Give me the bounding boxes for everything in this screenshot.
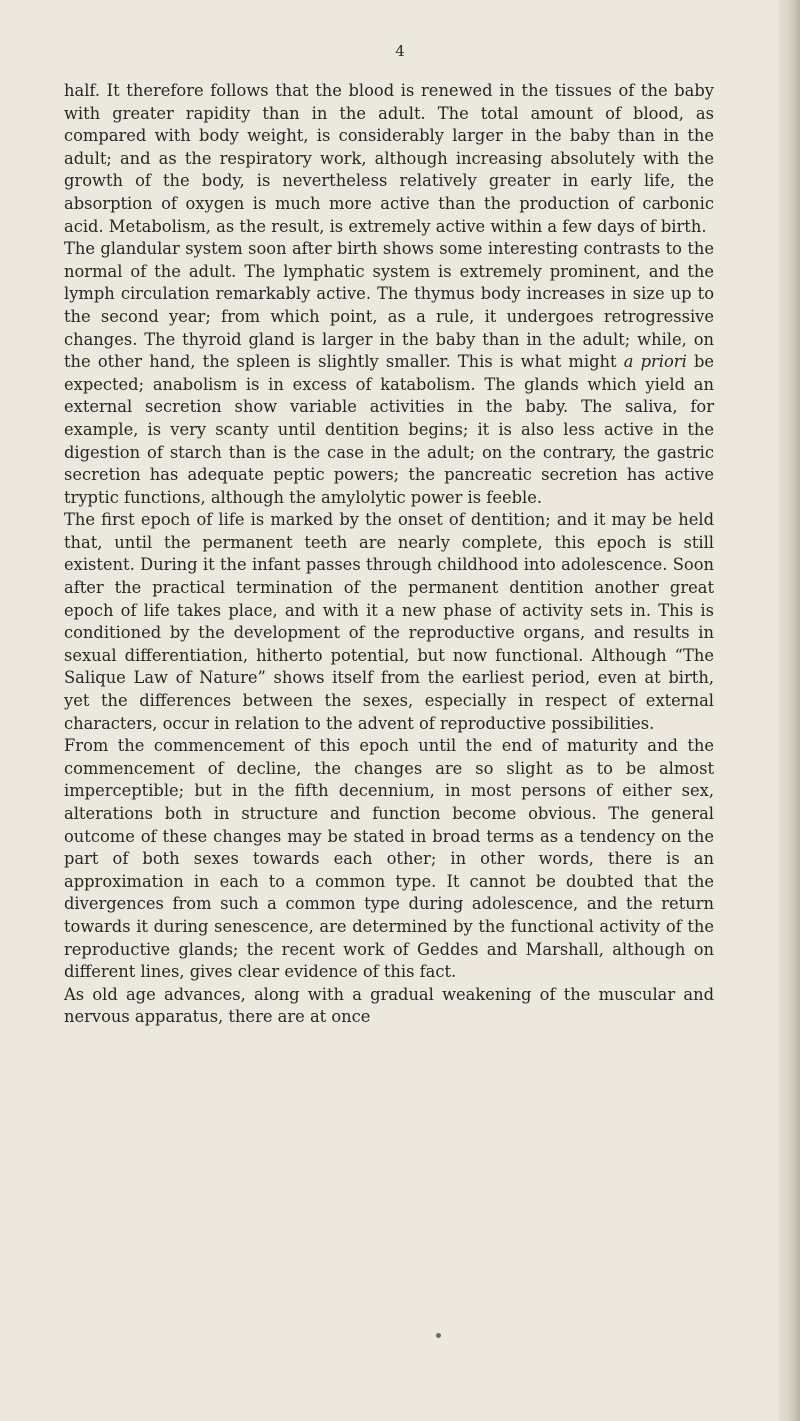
paragraph-1-text: half. It therefore follows that the blood is renewed in the tissues of the baby with greater rapidity than in the adult. The total amount of blood, as compared with body weight, is considerably larger in the baby than in the adult; and as the respiratory work, although increasing absolutely with the growth of the body, is nevertheless relatively greater in early life, the absorption of oxygen is much more active than the production of carbonic acid. Metabolism, as the result, is extremely active within a few days of birth. — [64, 81, 714, 236]
body-text — [64, 80, 714, 1029]
paragraph-3 — [64, 509, 714, 735]
paragraph-2-italic-phrase: a priori — [623, 352, 687, 372]
paragraph-3-text: The first epoch of life is marked by the onset of dentition; and it may be held that, until the permanent teeth are nearly complete, this epoch is still existent. During it the infant passes through childhood into adolescence. Soon after the practical termination of the permanent dentition another great epoch of life takes place, and with it a new phase of activity sets in. This is conditioned by the development of the reproductive organs, and results in sexual differentiation, hitherto potential, but now functional. Although “The Salique Law of Nature” shows itself from the earliest period, even at birth, yet the differences between the sexes, especially in respect of external characters, occur in relation to the advent of reproductive possibilities. — [64, 510, 714, 733]
paragraph-4 — [64, 735, 714, 984]
paragraph-2 — [64, 238, 714, 509]
page-number: 4 — [395, 42, 405, 60]
paragraph-1 — [64, 80, 714, 238]
ink-speck — [436, 1333, 441, 1338]
paragraph-2-text-start: The glandular system soon after birth shows some interesting contrasts to the normal of the adult. The lymphatic system is extremely prominent, and the lymph circulation remarkably active. The thymus body increases in size up to the second year; from which point, as a rule, it undergoes retrogressive changes. The thyroid gland is larger in the baby than in the adult; while, on the other hand, the spleen is slightly smaller. This is what might — [64, 239, 714, 372]
paragraph-2-text-end: be expected; anabolism is in excess of katabolism. The glands which yield an external secretion show variable activities in the baby. The saliva, for example, is very scanty until dentition begins; it is also less active in the digestion of starch than is the case in the adult; on the contrary, the gastric secretion has adequate peptic powers; the pancreatic secretion has active tryptic functions, although the amylolytic power is feeble. — [64, 352, 715, 507]
page-edge-shadow — [778, 0, 800, 1421]
paragraph-4-text: From the commencement of this epoch until the end of maturity and the commencement of decline, the changes are so slight as to be almost imperceptible; but in the fifth decennium, in most persons of either sex, alterations both in structure and function become obvious. The general outcome of these changes may be stated in broad terms as a tendency on the part of both sexes towards each other; in other words, there is an approximation in each to a common type. It cannot be doubted that the divergences from such a common type during adolescence, and the return towards it during senescence, are determined by the functional activity of the reproductive glands; the recent work of Geddes and Marshall, although on different lines, gives clear evidence of this fact. — [64, 736, 714, 982]
paragraph-5-text: As old age advances, along with a gradual weakening of the muscular and nervous apparatus, there are at once — [64, 984, 714, 1027]
paragraph-5 — [64, 984, 714, 1029]
